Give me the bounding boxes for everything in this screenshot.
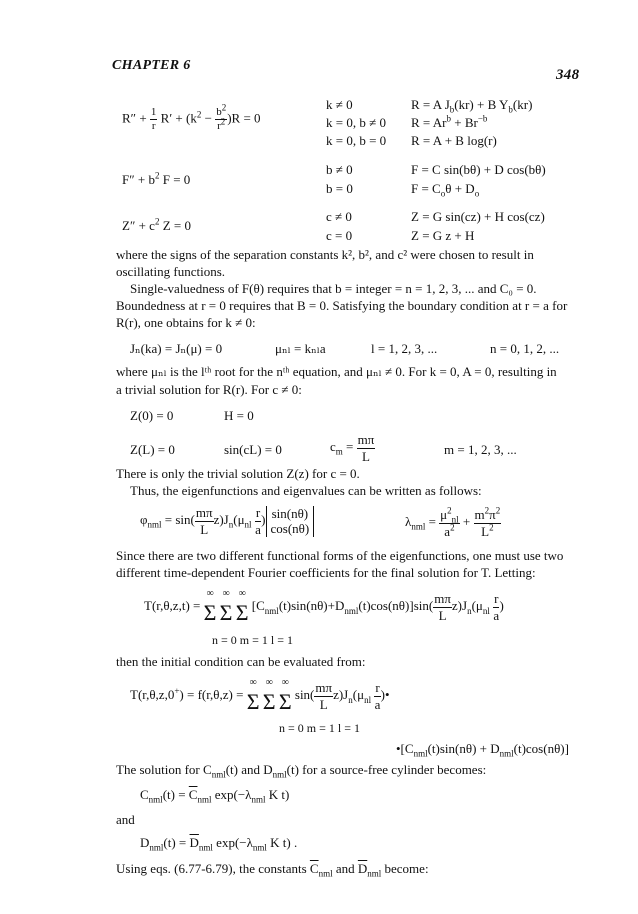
initial-condition-continuation: $•[C_{nml}(t)\sin(n\theta) + D_{nml}(t)\cos(n\theta)]$ [396, 741, 569, 759]
f-case-cond-1: b ≠ 0 [326, 162, 353, 177]
text-line: Since there are two different functional forms of the eigenfunctions, one must use two [116, 548, 564, 563]
r-case-sol-3: R = A + B log(r) [411, 133, 497, 148]
r-ode: R″ + $\frac{1}{r}$ $R' + (k^2$ − $\frac{b^2}{r^2}$ )R = 0 [122, 102, 261, 133]
z-ode: $Z'' + c^2$ Z = 0 [122, 216, 191, 233]
constants-intro: Using eqs. (6.77-6.79), the constants $\overline{C}_{nml}$ and $\overline{D}_{nml}$ become: [116, 861, 429, 879]
r-case-cond-3: k = 0, b = 0 [326, 133, 387, 148]
r-case-cond-2: k = 0, b ≠ 0 [326, 115, 386, 130]
f-case-sol-1: F = C sin(bθ) + D cos(bθ) [411, 162, 546, 177]
z-case-cond-2: c = 0 [326, 228, 353, 243]
initial-condition-intro: then the initial condition can be evaluated from: [116, 654, 366, 669]
eigen-intro: Thus, the eigenfunctions and eigenvalues can be written as follows: [130, 483, 482, 498]
text-line: oscillating functions. [116, 264, 226, 279]
z-case-sol-1: Z = G sin(cz) + H cos(cz) [411, 209, 545, 224]
r-case-cond-1: k ≠ 0 [326, 97, 353, 112]
z0-condition: Z(0) = 0 [130, 408, 174, 423]
r-case-sol-2: $R = Ar^b + Br^{-b}$ [411, 113, 488, 130]
page-number: 348 [556, 67, 580, 83]
mu-definition: μₙₗ = kₙₗa [275, 341, 326, 356]
trivial-solution-note: There is only the trivial solution Z(z) for c = 0. [116, 466, 360, 481]
f-case-cond-2: b = 0 [326, 181, 353, 196]
initial-condition-series: T(r,θ,z,0+) = f(r,θ,z) = ∞ Σ ∞ Σ ∞ Σ sin( $\frac{m\pi}{L}$ $z)J_n(\mu_{nl}$ $\frac{r}{a}$ )• [130, 677, 390, 714]
text-line: a trivial solution for R(r). For c ≠ 0: [116, 382, 302, 397]
boundary-condition-eq: Jₙ(ka) = Jₙ(μ) = 0 [130, 341, 223, 356]
d-solution: $D_{nml}(t) = \overline{D}_{nml}$ $\exp(-\lambda_{nml}$ K t) . [140, 835, 298, 853]
eigenfunction: $\varphi_{nml} = \sin$( $\frac{m\pi}{L}$ $z)J_n(\mu_{nl}$ $\frac{r}{a}$ ) sin(nθ) cos(nθ) [140, 505, 314, 537]
sin-cl: sin(cL) = 0 [224, 442, 282, 457]
m-range: m = 1, 2, 3, ... [444, 442, 517, 457]
eigenvalue: $\lambda_{nml}$ = $\frac{\mu^2_{nl}}{a^2}$ + $\frac{m^2\pi^2}{L^2}$ [405, 505, 501, 539]
l-range: l = 1, 2, 3, ... [371, 341, 438, 356]
n-range: n = 0, 1, 2, ... [490, 341, 560, 356]
text-line: Boundedness at r = 0 requires that B = 0. Satisfying the boundary condition at r = a for [116, 298, 568, 313]
sum-limits: n = 0 m = 1 l = 1 [212, 633, 293, 647]
f-ode: $F'' + b^2$ F = 0 [122, 170, 191, 187]
text-line: R(r), one obtains for k ≠ 0: [116, 315, 256, 330]
text-line: where μₙₗ is the lᵗʰ root for the nᵗʰ equation, and μₙₗ ≠ 0. For k = 0, A = 0, resulting in [116, 364, 557, 379]
text-line: where the signs of the separation constants k², b², and c² were chosen to result in [116, 247, 534, 262]
r-case-sol-1: R = A $J_b(kr) + B$ $Y_b(kr)$ [411, 97, 533, 115]
z-case-cond-1: c ≠ 0 [326, 209, 352, 224]
cm-definition: $c_m$ = $\frac{m\pi}{L}$ [330, 432, 375, 464]
sum-limits-initial: n = 0 m = 1 l = 1 [279, 721, 360, 735]
chapter-header: CHAPTER 6 [112, 58, 191, 73]
h-zero: H = 0 [224, 408, 254, 423]
temperature-series: T(r,θ,z,t) = ∞ Σ ∞ Σ ∞ Σ $[C_{nml}(t)\sin(n\theta)+D_{nml}(t)\cos(n\theta)]\sin$( $\frac{m\pi}{L}$ $z)J_n(\mu_{nl}$ $\frac{r}{a}$ ) [144, 588, 504, 625]
f-case-sol-2: $F = C_o\theta + D_o$ [411, 181, 480, 199]
source-free-intro: The solution for $C_{nml}(t)$ and $D_{nml}(t)$ for a source-free cylinder becomes: [116, 762, 487, 780]
zl-condition: Z(L) = 0 [130, 442, 175, 457]
c-solution: $C_{nml}(t) = \overline{C}_{nml}$ $\exp(-\lambda_{nml}$ K t) [140, 787, 290, 805]
z-case-sol-2: Z = G z + H [411, 228, 475, 243]
and-word: and [116, 812, 135, 827]
text-line: different time-dependent Fourier coefficients for the final solution for T. Letting: [116, 565, 536, 580]
text-line: Single-valuedness of F(θ) requires that b = integer = n = 1, 2, 3, ... and C₀ = 0. [130, 281, 537, 296]
